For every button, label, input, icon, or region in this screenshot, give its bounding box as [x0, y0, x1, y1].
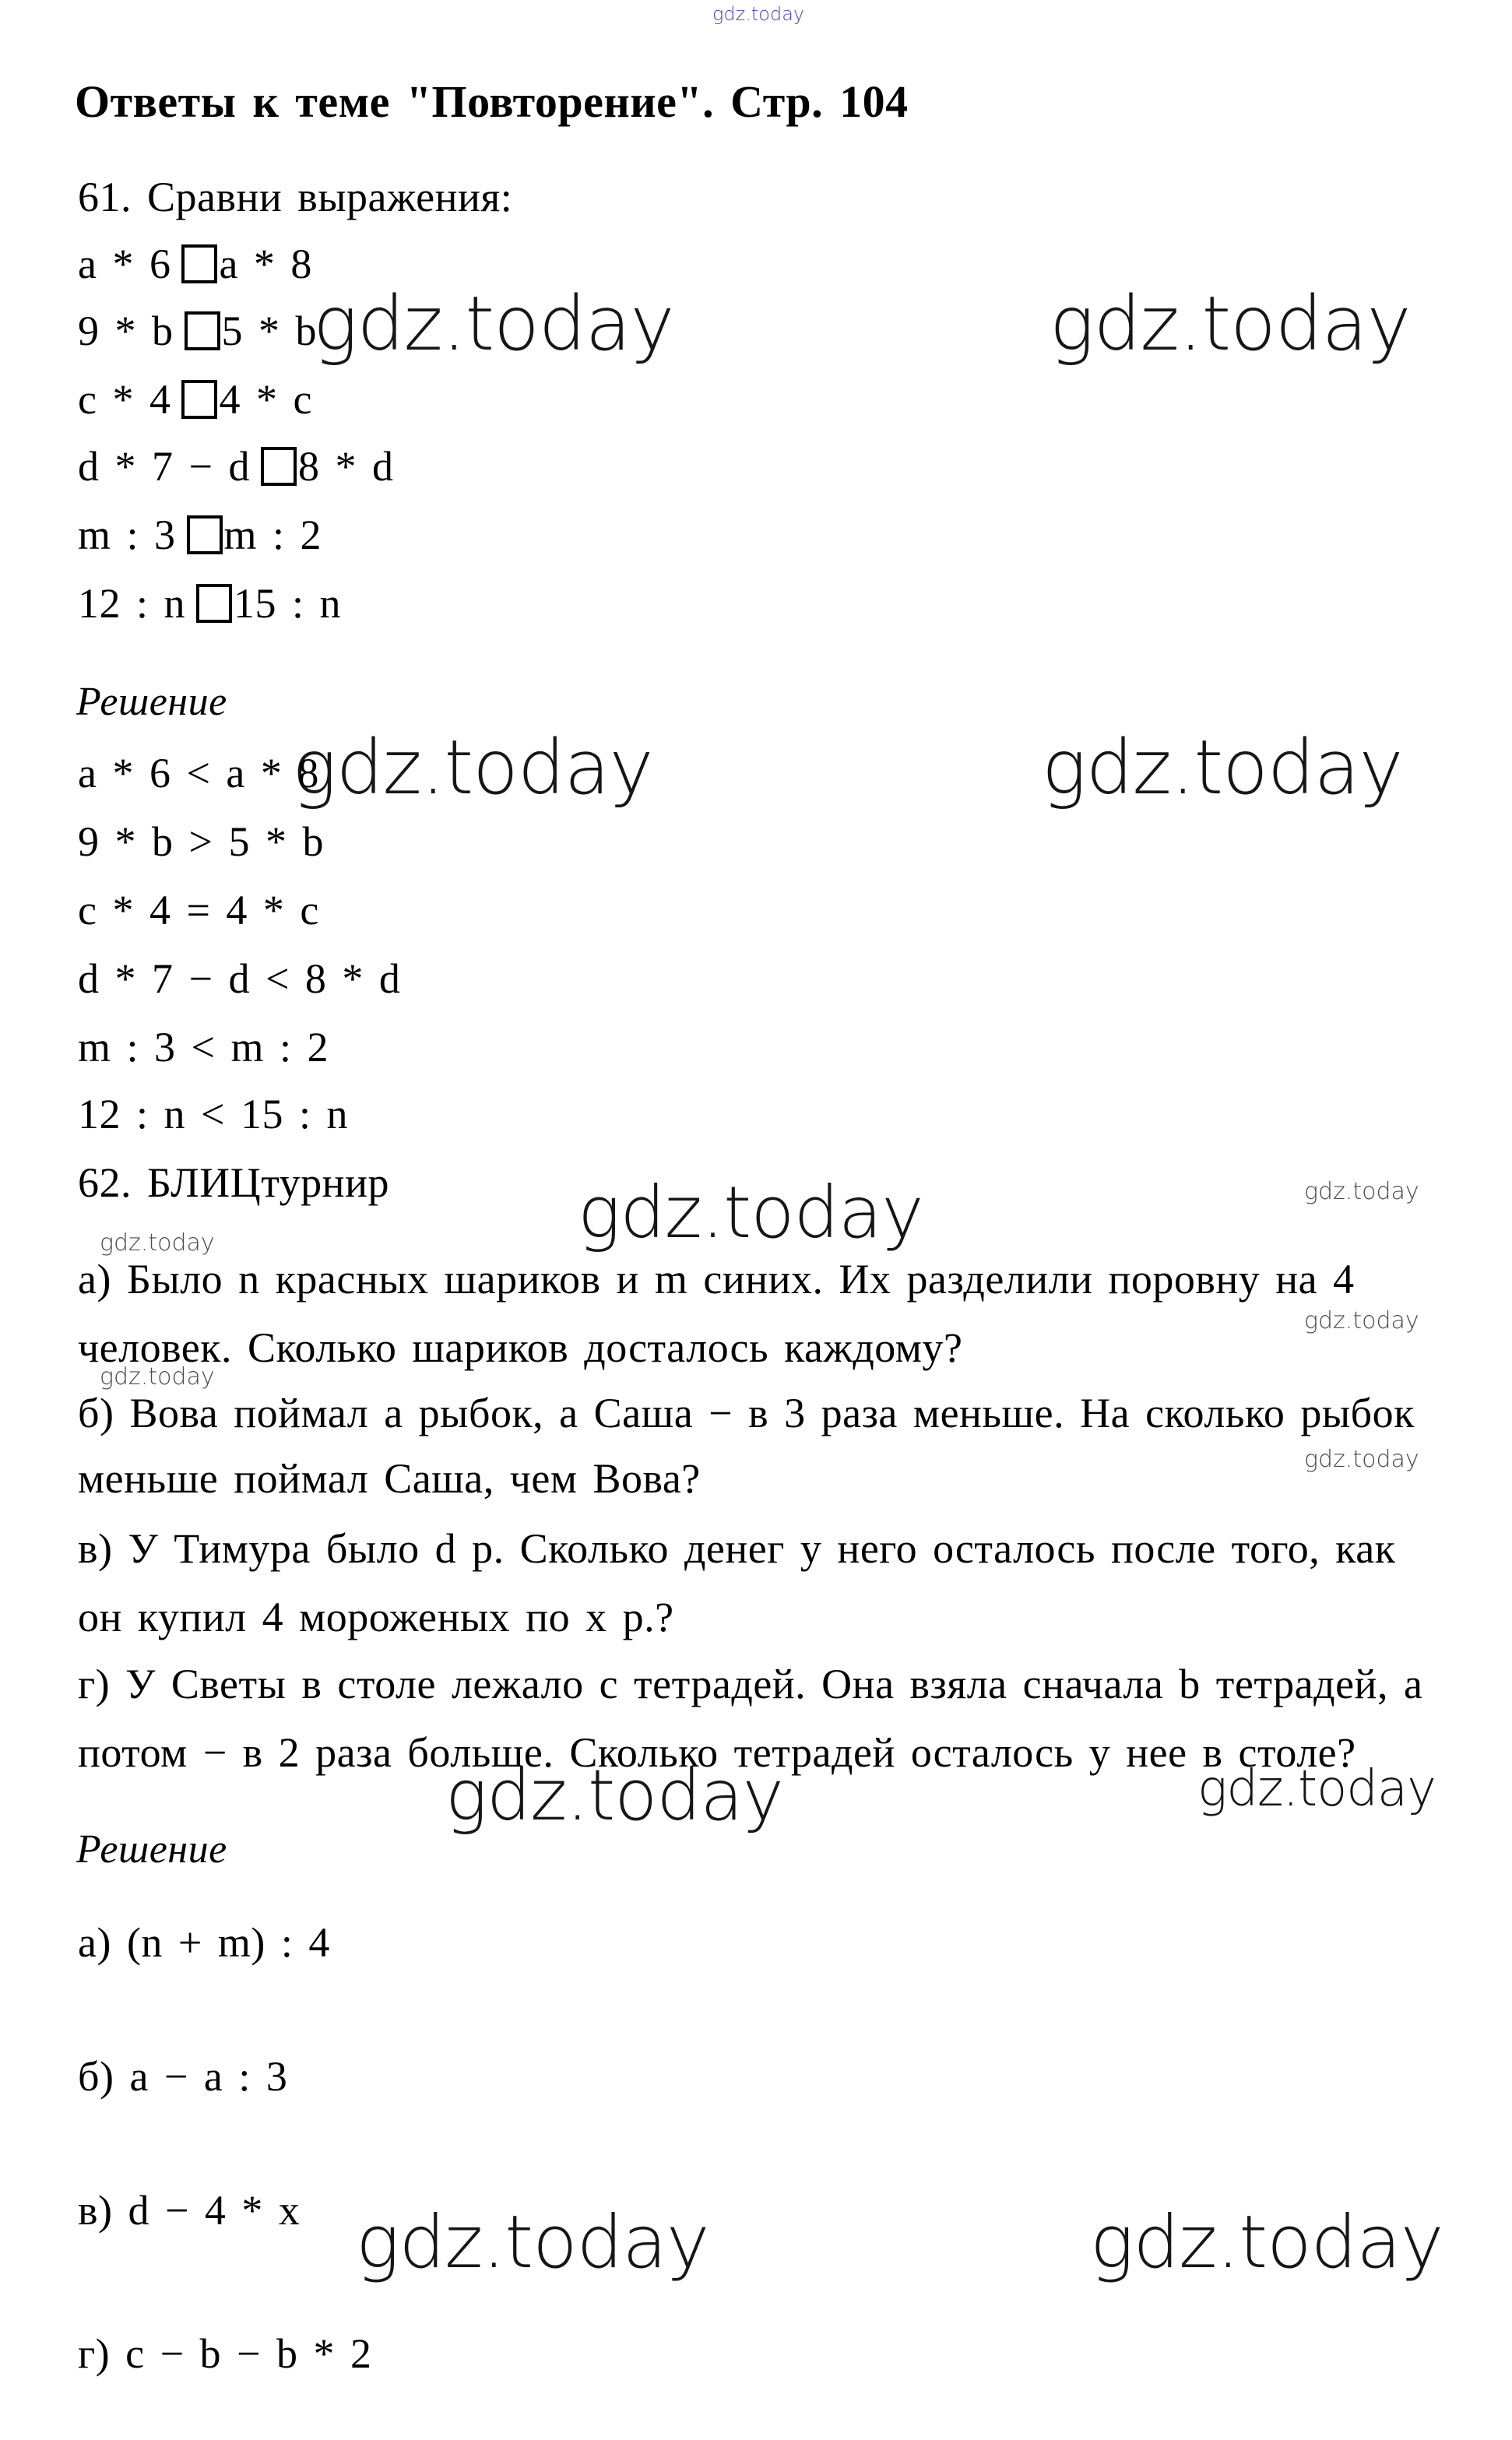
solution-line: c * 4 = 4 * c	[78, 887, 319, 933]
watermark-small: gdz.today	[1304, 1178, 1419, 1205]
watermark-top: gdz.today	[712, 3, 805, 25]
watermark-small: gdz.today	[1304, 1446, 1419, 1473]
solution-line: d * 7 − d < 8 * d	[78, 955, 401, 1002]
solution-line: 9 * b > 5 * b	[78, 818, 324, 865]
comparison-left: d * 7 − d	[78, 443, 250, 490]
watermark-large: gdz.today	[578, 1171, 923, 1254]
comparison-line	[78, 310, 317, 352]
comparison-left: m : 3	[78, 512, 176, 558]
answer-box	[187, 515, 223, 554]
comparison-right: a * 8	[219, 241, 312, 287]
answer-line: а) (n + m) : 4	[78, 1919, 330, 1966]
comparison-line	[78, 514, 322, 556]
problem-line: б) Вова поймал а рыбок, а Саша − в 3 раза меньше. На сколько рыбок	[78, 1390, 1415, 1436]
comparison-right: 15 : n	[234, 580, 342, 627]
comparison-line	[78, 243, 312, 285]
task62-solution-heading: Решение	[76, 1827, 227, 1872]
comparison-line	[78, 580, 342, 627]
task61-heading: 61. Сравни выражения:	[78, 174, 513, 220]
answer-line: г) c − b − b * 2	[78, 2330, 372, 2377]
comparison-left: 12 : n	[78, 580, 186, 627]
watermark-large: gdz.today	[356, 2200, 709, 2285]
watermark-small: gdz.today	[100, 1363, 215, 1391]
watermark-small: gdz.today	[100, 1229, 215, 1257]
comparison-right: m : 2	[223, 512, 322, 558]
answer-box	[185, 311, 220, 350]
watermark-small: gdz.today	[1304, 1307, 1419, 1334]
solution-line: m : 3 < m : 2	[78, 1024, 329, 1071]
watermark-large: gdz.today	[313, 280, 674, 367]
problem-line: в) У Тимура было d р. Сколько денег у него осталось после того, как	[78, 1525, 1396, 1572]
problem-line: он купил 4 мороженых по x р.?	[78, 1594, 674, 1640]
problem-line: г) У Светы в столе лежало c тетрадей. Она взяла сначала b тетрадей, а	[78, 1661, 1423, 1707]
comparison-right: 5 * b	[221, 308, 317, 354]
task62-heading: 62. БЛИЦтурнир	[78, 1159, 389, 1206]
solution-line: a * 6 < a * 8	[78, 750, 319, 796]
comparison-line	[78, 376, 312, 423]
answer-box	[261, 447, 297, 486]
task61-solution-heading: Решение	[76, 680, 227, 724]
watermark-large: gdz.today	[292, 724, 653, 811]
problem-line: меньше поймал Саша, чем Вова?	[78, 1455, 701, 1502]
problem-line: а) Было n красных шариков и m синих. Их разделили поровну на 4	[78, 1256, 1355, 1303]
comparison-left: a * 6	[78, 241, 171, 287]
comparison-left: 9 * b	[78, 308, 174, 354]
watermark-large: gdz.today	[1042, 724, 1403, 811]
answer-box	[181, 244, 217, 283]
comparison-right: 8 * d	[297, 443, 394, 490]
watermark-medium: gdz.today	[1197, 1760, 1436, 1818]
problem-line: потом − в 2 раза больше. Сколько тетрадей осталось у нее в столе?	[78, 1729, 1356, 1776]
answer-line: б) a − a : 3	[78, 2053, 288, 2100]
solution-line: 12 : n < 15 : n	[78, 1091, 348, 1137]
comparison-line	[78, 443, 394, 490]
comparison-right: 4 * c	[219, 376, 312, 423]
comparison-left: c * 4	[78, 376, 171, 423]
page-title: Ответы к теме "Повторение". Стр. 104	[75, 76, 909, 127]
problem-line: человек. Сколько шариков досталось каждому?	[78, 1324, 963, 1371]
answer-box	[196, 584, 232, 623]
watermark-large: gdz.today	[1050, 280, 1411, 367]
watermark-large: gdz.today	[445, 1755, 783, 1837]
answer-line: в) d − 4 * x	[78, 2187, 301, 2234]
answer-box	[181, 380, 217, 419]
watermark-large: gdz.today	[1090, 2200, 1443, 2285]
